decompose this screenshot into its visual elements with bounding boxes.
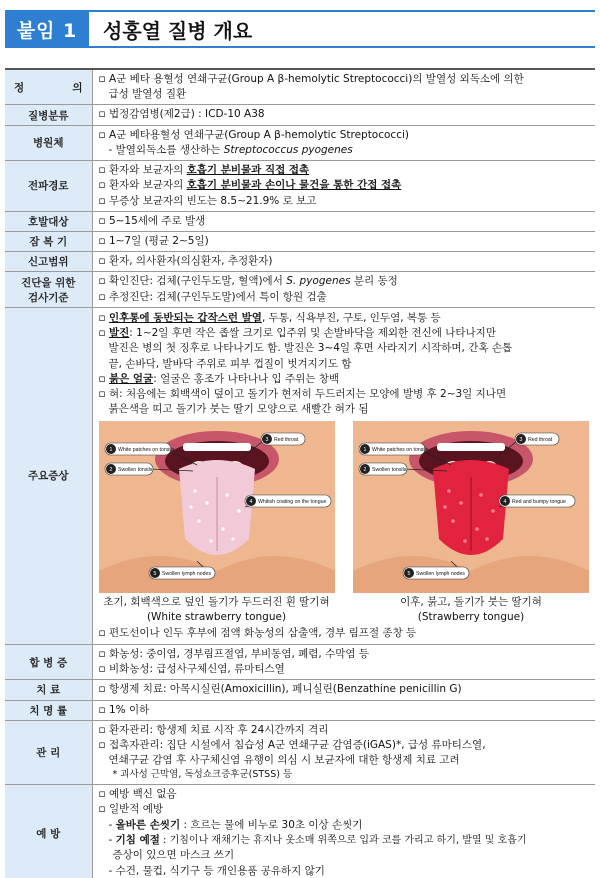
callout-lymph-nodes: Swollen lymph nodes bbox=[416, 571, 466, 578]
document-header bbox=[5, 10, 595, 48]
disease-overview-table bbox=[5, 68, 595, 878]
callout-red-bumpy-tongue: Red and bumpy tongue bbox=[512, 499, 566, 506]
callout-number: 4 bbox=[249, 499, 252, 506]
pathogen-line: - 발열외독소를 생산하는 bbox=[108, 143, 224, 156]
appendix-badge: 붙임 1 bbox=[5, 10, 89, 48]
figure-caption: 이후, 붉고, 돌기가 붓는 딸기혀 bbox=[400, 596, 542, 609]
callout-number: 1 bbox=[363, 447, 367, 454]
page-title: 성홍열 질병 개요 bbox=[89, 10, 595, 48]
prevention-mask: 증상이 있으면 마스크 쓰기 bbox=[112, 849, 235, 862]
definition-line: ▫ A군 베타 용혈성 연쇄구균(Group A β-hemolytic Streptococci)의 발열성 외독소에 의한 bbox=[98, 73, 524, 85]
callout-red-throat: Red throat bbox=[273, 437, 298, 444]
callout-swollen-tonsils: Swollen tonsils bbox=[372, 467, 407, 474]
callout-number: 5 bbox=[153, 571, 156, 578]
row-fatality bbox=[5, 700, 595, 720]
callout-number: 4 bbox=[503, 499, 507, 506]
tongue-figures bbox=[99, 421, 590, 623]
target-text: ▫ 5∼15세에 주로 발생 bbox=[98, 214, 206, 227]
row-prevention: 예 방 ▫ 예방 백신 없음 ▫ 일반적 예방 - 올바른 손씻기 : 흐르는 물에 비누로 30초 이상 손씻기 - 기침 예절 : 기침이나 재채기는 휴지나 옷소매 위쪽으로 입과 코를 가리고 하기, 발열 및 호흡기 증상이 있으면 마스크 쓰기 - 수건, 물컵, 식기구 등 개인용품 공유하지 않기 bbox=[5, 785, 595, 878]
label-report: 신고범위 bbox=[5, 252, 92, 272]
figure-caption-en: (White strawberry tongue) bbox=[146, 610, 287, 623]
management-patient: ▫ 환자관리: 항생제 치료 시작 후 24시간까지 격리 bbox=[98, 723, 329, 736]
complication-suppurative: ▫ 화농성: 중이염, 경부림프절염, 부비동염, 폐렴, 수막염 등 bbox=[98, 647, 370, 660]
label-complications: 합 병 증 bbox=[5, 644, 92, 679]
symptom-red-face: 붉은 얼굴 bbox=[108, 372, 154, 385]
callout-white-patches: White patches on tonsils bbox=[372, 447, 429, 454]
row-diagnosis: 진단을 위한 검사기준 ▫ 확인진단: 검체(구인두도말, 혈액)에서 S. pyogenes 분리 동정 ▫ 추정진단: 검체(구인두도말)에서 특이 항원 검출 bbox=[5, 272, 595, 307]
label-definition: 정 의 bbox=[5, 69, 92, 105]
label-transmission: 전파경로 bbox=[5, 161, 92, 212]
management-contact-detail: 연쇄구균 감염 후 사구체신염 유행이 의심 시 보균자에 대한 항생제 치료 고려 bbox=[108, 754, 460, 767]
management-footnote: * 괴사성 근막염, 독성쇼크증후군(STSS) 등 bbox=[112, 769, 293, 781]
complication-nonsuppurative: ▫ 비화농성: 급성사구체신염, 류마티스열 bbox=[98, 663, 285, 676]
white-tongue-illustration bbox=[99, 421, 335, 593]
label-pathogen: 병원체 bbox=[5, 125, 92, 160]
pathogen-line: ▫ A군 베타용혈성 연쇄구균(Group A β-hemolytic Streptococci) bbox=[98, 128, 409, 141]
definition-line: 급성 발열성 질환 bbox=[108, 88, 187, 101]
fatality-text: ▫ 1% 이하 bbox=[98, 703, 150, 716]
callout-number: 1 bbox=[109, 447, 112, 454]
callout-number: 5 bbox=[407, 571, 411, 578]
report-text: ▫ 환자, 의사환자(의심환자, 추정환자) bbox=[98, 255, 273, 268]
row-pathogen bbox=[5, 125, 595, 160]
prevention-general: ▫ 일반적 예방 bbox=[98, 803, 164, 816]
callout-number: 3 bbox=[265, 437, 268, 444]
red-tongue-illustration bbox=[353, 421, 589, 593]
label-diagnosis: 진단을 위한 검사기준 bbox=[5, 272, 92, 307]
prevention-vaccine: ▫ 예방 백신 없음 bbox=[98, 788, 177, 801]
row-complications bbox=[5, 644, 595, 679]
callout-white-patches: White patches on tonsils bbox=[117, 447, 174, 454]
callout-lymph-nodes: Swollen lymph nodes bbox=[161, 571, 211, 578]
row-transmission: 전파경로 ▫ 환자와 보균자의 호흡기 분비물과 직접 접촉 ▫ 환자와 보균자의 호흡기 분비물과 손이나 물건을 통한 간접 접촉 ▫ 무증상 보균자의 빈도는 8.5∼21.9% 로 보고 bbox=[5, 161, 595, 212]
figure-strawberry-tongue bbox=[353, 421, 589, 623]
row-symptoms: 주요증상 ▫ 인후통에 동반되는 갑작스런 발열, 두통, 식욕부진, 구토, 인두염, 복통 등 ▫ 발진: 1∼2일 후면 작은 좁쌀 크기로 입주위 및 손발바닥을 제외한 전신에 나타나지만 발진은 병의 첫 징후로 나타나기도 함. 발진은 3~4일 후면 사라지기 시작하며, 간혹 손톱 끝, 손바닥, 발바닥 주위로 피부 껍질이 벗겨지기도 함 ▫ 붉은 얼굴: 얼굴은 홍조가 나타나나 입 주위는 창백 ▫ 혀: 처음에는 회백색이 덮이고 돌기가 현저히 두드러지는 모양에 발병 후 2∼3일 지나면 붉은색을 띠고 돌기가 붓는 딸기 모양으로 새빨간 혀가 됨 1 White patches on tonsils 2 Swollen tonsils 3 Red throat 4 Whitish coating on the tongue 5 Swollen lymph nodes 초기, 회백색으로 덮인 돌기가 두드러진 흰 딸기혀 (White strawberry tongue) 1 White patches on tonsils 2 Swollen tonsils 3 Red throat 4 Red and bumpy tongue 5 Swollen lymph nodes 이후, 붉고, 돌기가 붓는 딸기혀 (Strawberry tongue) ▫ 편도선이나 인두 후부에 점액 화농성의 삼출액, 경부 림프절 종창 등 bbox=[5, 307, 595, 644]
callout-number: 3 bbox=[519, 437, 523, 444]
label-classification: 질병분류 bbox=[5, 105, 92, 125]
callout-swollen-tonsils: Swollen tonsils bbox=[117, 467, 152, 474]
callout-number: 2 bbox=[109, 467, 112, 474]
diagnosis-presumptive: ▫ 추정진단: 검체(구인두도말)에서 특이 항원 검출 bbox=[98, 290, 327, 303]
callout-whitish-coating: Whitish coating on the tongue bbox=[257, 499, 326, 506]
label-target: 호발대상 bbox=[5, 211, 92, 231]
management-contact: ▫ 접촉자관리: 집단 시설에서 침습성 A군 연쇄구균 감염증(iGAS)*, 급성 류마티스열, bbox=[98, 739, 486, 752]
transmission-carrier: ▫ 무증상 보균자의 빈도는 8.5∼21.9% 로 보고 bbox=[98, 194, 317, 207]
diagnosis-species: S. pyogenes bbox=[286, 275, 351, 288]
symptom-tonsil-exudate: ▫ 편도선이나 인두 후부에 점액 화농성의 삼출액, 경부 림프절 종창 등 bbox=[98, 626, 417, 639]
pathogen-species: Streptococcus pyogenes bbox=[223, 143, 353, 156]
transmission-indirect: 호흡기 분비물과 손이나 물건을 통한 간접 접촉 bbox=[186, 179, 402, 192]
figure-caption-en: (Strawberry tongue) bbox=[417, 610, 525, 623]
label-prevention: 예 방 bbox=[5, 785, 92, 878]
label-symptoms: 주요증상 bbox=[5, 307, 92, 644]
prevention-handwashing: 올바른 손씻기 bbox=[115, 818, 181, 831]
row-definition bbox=[5, 69, 595, 105]
label-incubation: 잠 복 기 bbox=[5, 231, 92, 251]
classification-text: ▫ 법정감염병(제2급) : ICD-10 A38 bbox=[98, 108, 265, 121]
label-treatment: 치 료 bbox=[5, 680, 92, 700]
figure-caption: 초기, 회백색으로 덮인 돌기가 두드러진 흰 딸기혀 bbox=[103, 596, 330, 609]
symptom-sore-throat: 인후통에 동반되는 갑작스런 발열 bbox=[108, 311, 262, 324]
label-management: 관 리 bbox=[5, 720, 92, 784]
row-treatment bbox=[5, 680, 595, 700]
symptom-rash-detail: 끝, 손바닥, 발바닥 주위로 피부 껍질이 벗겨지기도 함 bbox=[108, 357, 352, 370]
label-fatality: 치 명 률 bbox=[5, 700, 92, 720]
row-incubation bbox=[5, 231, 595, 251]
transmission-direct: 호흡기 분비물과 직접 접촉 bbox=[186, 164, 310, 177]
prevention-personal-items: - 수건, 물컵, 식기구 등 개인용품 공유하지 않기 bbox=[108, 864, 325, 877]
callout-number: 2 bbox=[363, 467, 367, 474]
row-classification bbox=[5, 105, 595, 125]
prevention-cough-etiquette: 기침 예절 bbox=[115, 833, 160, 846]
symptom-rash-detail: 발진은 병의 첫 징후로 나타나기도 함. 발진은 3~4일 후면 사라지기 시작하며, 간혹 손톱 bbox=[108, 342, 513, 355]
row-target bbox=[5, 211, 595, 231]
treatment-text: ▫ 항생제 치료: 아목시실린(Amoxicillin), 페니실린(Benzathine penicillin G) bbox=[98, 683, 462, 696]
symptom-tongue-detail: 붉은색을 띠고 돌기가 붓는 딸기 모양으로 새빨간 혀가 됨 bbox=[108, 403, 369, 416]
figure-white-strawberry-tongue bbox=[99, 421, 335, 623]
incubation-text: ▫ 1∼7일 (평균 2∼5일) bbox=[98, 234, 209, 247]
callout-red-throat: Red throat bbox=[528, 437, 553, 444]
symptom-rash: 발진 bbox=[108, 327, 130, 340]
symptom-tongue: ▫ 혀: 처음에는 회백색이 덮이고 돌기가 현저히 두드러지는 모양에 발병 후 2∼3일 지나면 bbox=[98, 387, 507, 400]
row-report bbox=[5, 252, 595, 272]
row-management bbox=[5, 720, 595, 784]
